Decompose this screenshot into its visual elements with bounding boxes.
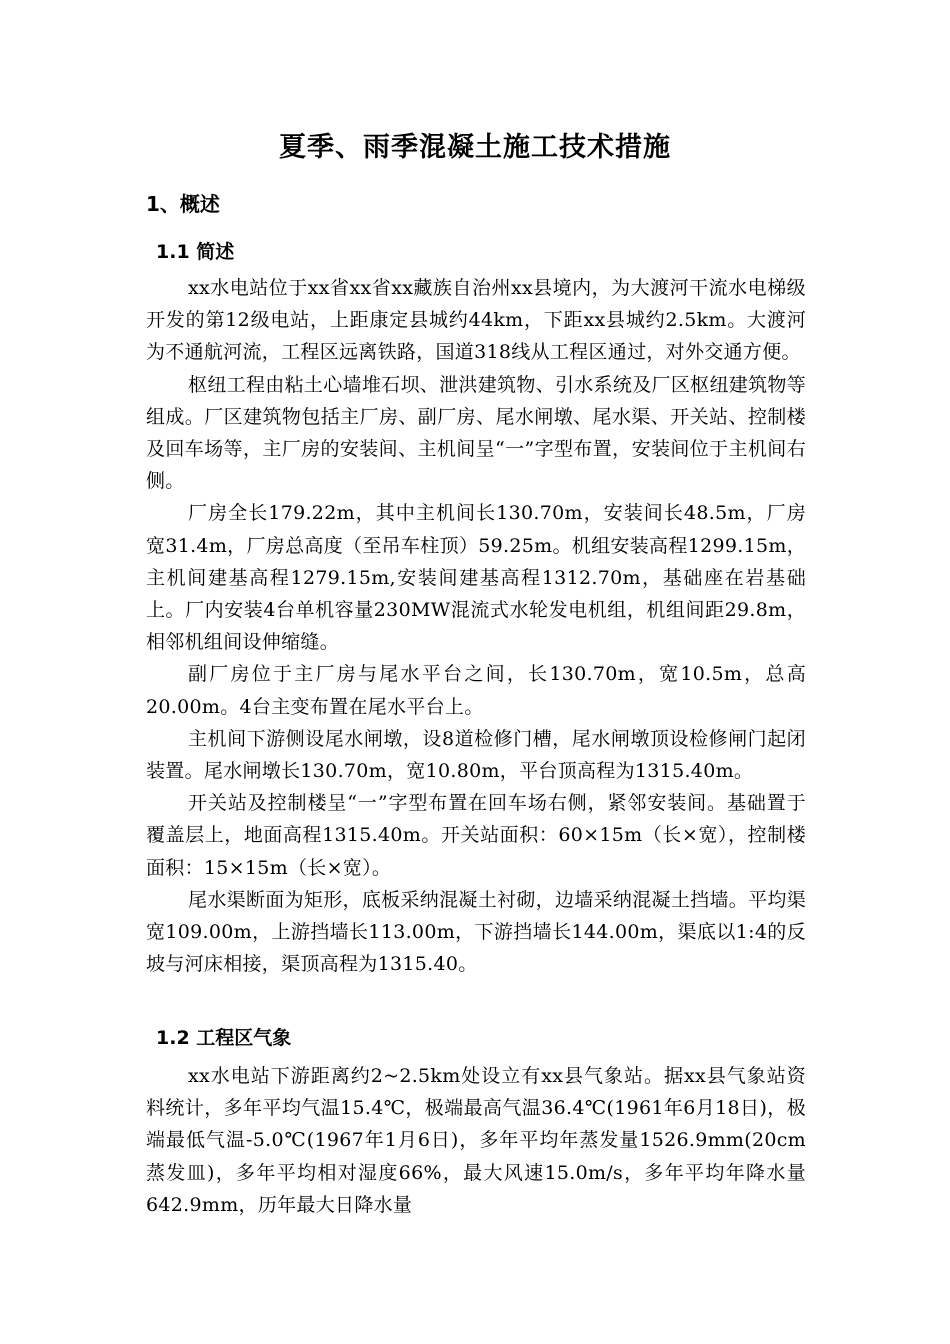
paragraph: 尾水渠断面为矩形，底板采纳混凝土衬砌，边墙采纳混凝土挡墙。平均渠宽109.00m，上游挡墙长113.00m，下游挡墙长144.00m，渠底以1:4的反坡与河床相接，渠顶高程为1315.40。 (146, 888, 806, 976)
paragraph: 厂房全长179.22m，其中主机间长130.70m，安装间长48.5m，厂房宽31.4m，厂房总高度（至吊车柱顶）59.25m。机组安装高程1299.15m，主机间建基高程1279.15m,安装间建基高程1312.70m，基础座在岩基础上。厂内安装4台单机容量230MW混流式水轮发电机组，机组间距29.8m，相邻机组间设伸缩缝。 (146, 502, 806, 654)
paragraph: xx水电站下游距离约2~2.5km处设立有xx县气象站。据xx县气象站资料统计，多年平均气温15.4℃，极端最高气温36.4℃(1961年6月18日)，极端最低气温-5.0℃(1967年1月6日)，多年平均年蒸发量1526.9mm(20cm蒸发皿)，多年平均相对湿度66%，最大风速15.0m/s，多年平均年降水量642.9mm，历年最大日降水量 (146, 1065, 806, 1216)
paragraph: 开关站及控制楼呈“一”字型布置在回车场右侧，紧邻安装间。基础置于覆盖层上，地面高程1315.40m。开关站面积：60×15m（长×宽），控制楼面积：15×15m（长×宽）。 (146, 792, 806, 879)
paragraph: xx水电站位于xx省xx省xx藏族自治州xx县境内，为大渡河干流水电梯级开发的第12级电站，上距康定县城约44km，下距xx县城约2.5km。大渡河为不通航河流，工程区远离铁路，国道318线从工程区通过，对外交通方便。 (146, 277, 806, 364)
section-heading-overview: 1、概述 (146, 192, 220, 216)
summary-body (146, 272, 806, 980)
subsection-heading-summary: 1.1 简述 (156, 241, 235, 263)
climate-body (146, 1060, 806, 1221)
subsection-heading-climate: 1.2 工程区气象 (156, 1027, 292, 1049)
document-title: 夏季、雨季混凝土施工技术措施 (279, 132, 671, 163)
paragraph: 主机间下游侧设尾水闸墩，设8道检修门槽，尾水闸墩顶设检修闸门起闭装置。尾水闸墩长130.70m，宽10.80m，平台顶高程为1315.40m。 (146, 727, 806, 783)
paragraph: 枢纽工程由粘土心墙堆石坝、泄洪建筑物、引水系统及厂区枢纽建筑物等组成。厂区建筑物包括主厂房、副厂房、尾水闸墩、尾水渠、开关站、控制楼及回车场等，主厂房的安装间、主机间呈“一”字型布置，安装间位于主机间右侧。 (146, 373, 806, 493)
paragraph: 副厂房位于主厂房与尾水平台之间，长130.70m，宽10.5m，总高20.00m。4台主变布置在尾水平台上。 (146, 663, 806, 718)
